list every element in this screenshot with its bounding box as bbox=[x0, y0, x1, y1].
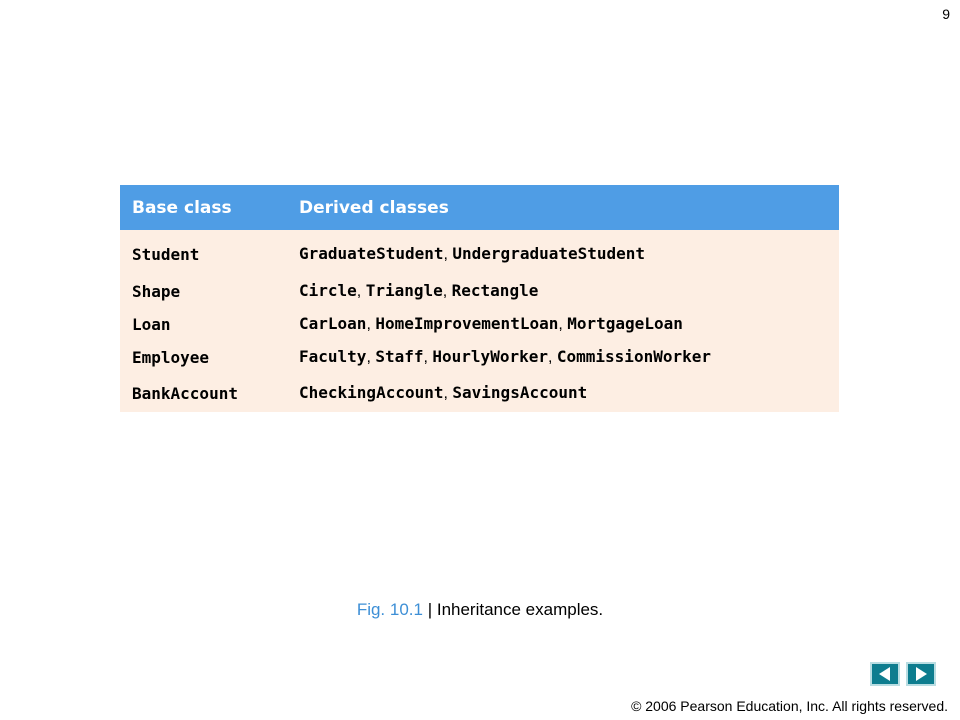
derived-separator: , bbox=[443, 246, 453, 263]
derived-class-name: HomeImprovementLoan bbox=[375, 314, 559, 333]
next-slide-button[interactable] bbox=[906, 662, 936, 686]
derived-classes-cell bbox=[287, 274, 839, 308]
copyright-notice: © 2006 Pearson Education, Inc. All rights reserved. bbox=[631, 698, 948, 714]
table-row bbox=[120, 230, 839, 274]
derived-class-name: Staff bbox=[375, 347, 424, 366]
figure-caption bbox=[0, 600, 960, 620]
inheritance-table-container bbox=[120, 185, 839, 412]
derived-classes-cell bbox=[287, 340, 839, 374]
derived-separator: , bbox=[356, 283, 366, 300]
derived-separator: , bbox=[547, 349, 557, 366]
figure-number: Fig. 10.1 bbox=[356, 600, 423, 619]
base-class-cell: BankAccount bbox=[132, 383, 238, 403]
derived-separator: , bbox=[558, 316, 568, 333]
right-triangle-icon bbox=[913, 666, 929, 682]
table-row bbox=[120, 374, 839, 412]
table-row bbox=[120, 340, 839, 374]
header-derived-classes: Derived classes bbox=[299, 197, 449, 218]
left-triangle-icon bbox=[877, 666, 893, 682]
derived-class-name: UndergraduateStudent bbox=[452, 244, 646, 263]
derived-class-name: Circle bbox=[299, 281, 357, 300]
derived-separator: , bbox=[366, 316, 376, 333]
base-class-cell: Loan bbox=[132, 314, 171, 334]
derived-class-name: CarLoan bbox=[299, 314, 367, 333]
inheritance-table bbox=[120, 185, 839, 412]
caption-text: Inheritance examples. bbox=[436, 600, 604, 619]
slide-navigation bbox=[870, 662, 936, 686]
base-class-cell: Shape bbox=[132, 281, 181, 301]
table-body bbox=[120, 230, 839, 412]
table-row bbox=[120, 308, 839, 340]
previous-slide-button[interactable] bbox=[870, 662, 900, 686]
derived-class-name: CheckingAccount bbox=[299, 383, 444, 402]
derived-class-name: Faculty bbox=[299, 347, 367, 366]
base-class-cell: Employee bbox=[132, 347, 210, 367]
derived-class-name: CommissionWorker bbox=[556, 347, 711, 366]
derived-class-name: GraduateStudent bbox=[299, 244, 444, 263]
table-header-row bbox=[120, 185, 839, 230]
derived-separator: , bbox=[366, 349, 376, 366]
derived-class-name: SavingsAccount bbox=[452, 383, 588, 402]
derived-separator: , bbox=[423, 349, 433, 366]
derived-class-name: HourlyWorker bbox=[432, 347, 548, 366]
derived-class-name: Triangle bbox=[365, 281, 443, 300]
header-base-class: Base class bbox=[132, 197, 232, 218]
derived-classes-cell bbox=[287, 230, 839, 274]
page-number: 9 bbox=[942, 6, 950, 22]
derived-class-name: Rectangle bbox=[451, 281, 539, 300]
derived-separator: , bbox=[442, 283, 452, 300]
base-class-cell: Student bbox=[132, 244, 200, 264]
derived-classes-cell bbox=[287, 308, 839, 340]
derived-separator: , bbox=[443, 385, 453, 402]
caption-divider: | bbox=[422, 600, 437, 619]
derived-classes-cell bbox=[287, 374, 839, 412]
table-row bbox=[120, 274, 839, 308]
derived-class-name: MortgageLoan bbox=[567, 314, 683, 333]
